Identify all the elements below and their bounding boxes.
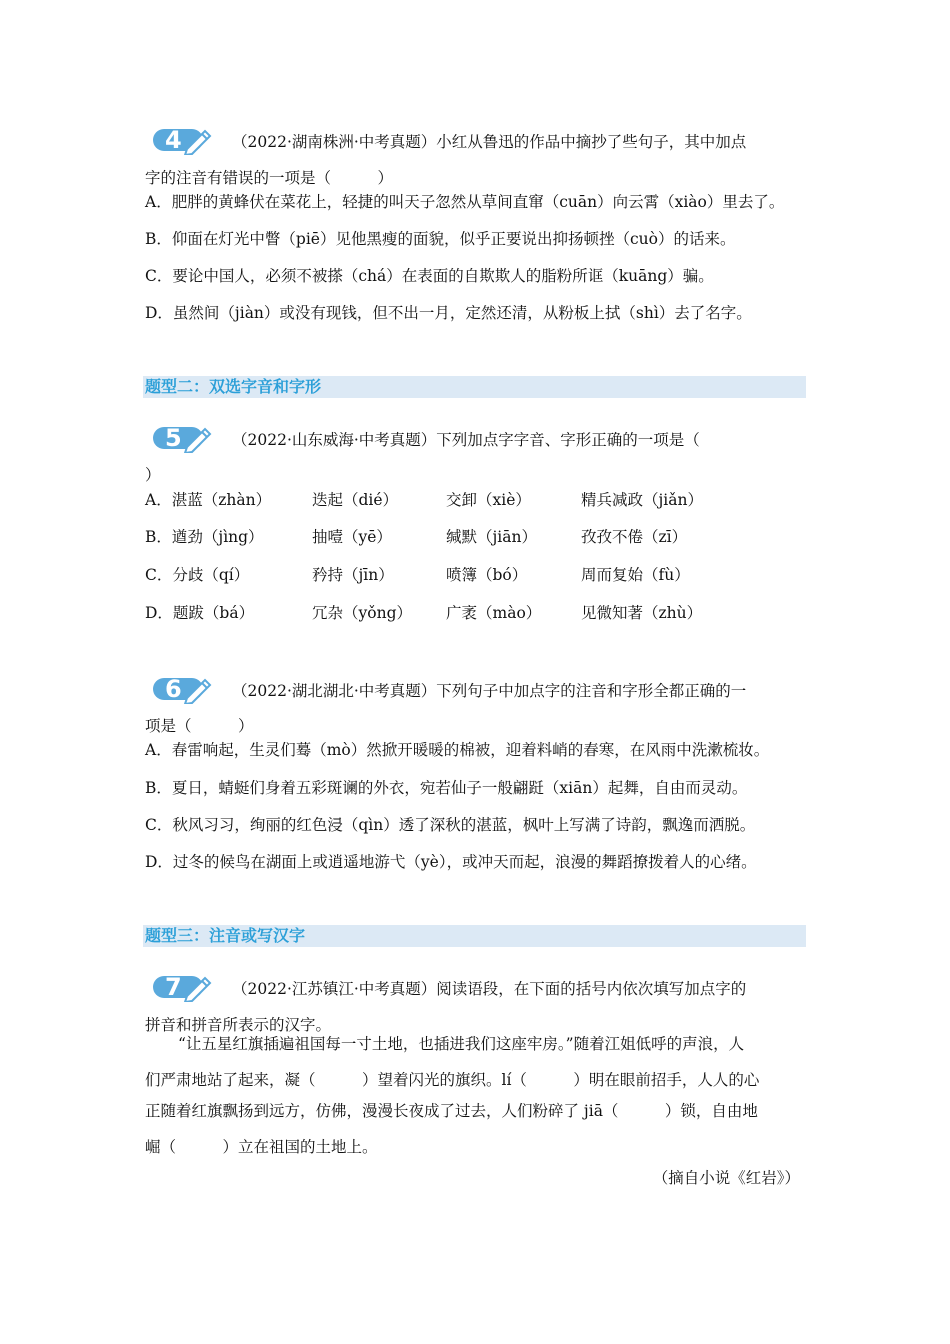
question-number: 7 — [165, 973, 182, 1001]
question-number-badge — [153, 423, 215, 453]
option-d-item-2: 冗杂（yǒng） — [312, 604, 412, 622]
option-b-item-4: 孜孜不倦（zī） — [581, 528, 688, 546]
question-number-badge — [153, 125, 215, 155]
pencil-icon — [181, 423, 215, 453]
source-citation: （摘自小说《红岩》） — [652, 1169, 800, 1187]
question-stem-continued: 字的注音有错误的一项是（ ） — [145, 169, 394, 187]
option-a-item-2: 迭起（dié） — [312, 491, 399, 509]
option-b: B．仰面在灯光中瞥（piē）见他黑瘦的面貌，似乎正要说出抑扬顿挫（cuò）的话来。 — [145, 230, 736, 248]
passage-line: 们严肃地站了起来，凝（ ）望着闪光的旗织。lí（ ）明在眼前招手，人人的心 — [145, 1071, 760, 1089]
option-b: B．夏日，蜻蜓们身着五彩斑谰的外衣，宛若仙子一般翩跹（xiān）起舞，自由而灵动。 — [145, 779, 748, 797]
question-stem: （2022·山东威海·中考真题）下列加点字字音、字形正确的一项是（ — [232, 431, 700, 449]
option-b-item-3: 缄默（jiān） — [446, 528, 537, 546]
question-number-badge — [153, 972, 215, 1002]
section-header — [143, 376, 806, 398]
question-number: 4 — [165, 126, 182, 154]
option-b-item-2: 抽噎（yē） — [312, 528, 392, 546]
question-stem-continued: 拼音和拼音所表示的汉字。 — [145, 1016, 332, 1034]
option-a-item-4: 精兵减政（jiǎn） — [581, 491, 703, 509]
pencil-icon — [181, 125, 215, 155]
option-c-item-4: 周而复始（fù） — [581, 566, 690, 584]
question-stem: （2022·湖北湖北·中考真题）下列句子中加点字的注音和字形全都正确的一 — [232, 682, 747, 700]
pencil-icon — [181, 674, 215, 704]
section-header — [143, 925, 806, 947]
option-c-item-3: 喷簿（bó） — [446, 566, 528, 584]
option-a: A．春雷响起，生灵们蓦（mò）然掀开暖暖的棉被，迎着料峭的春寒，在风雨中洗漱梳妆。 — [145, 741, 770, 759]
option-d: D．过冬的候鸟在湖面上或逍遥地游弋（yè），或冲天而起，浪漫的舞蹈撩拨着人的心绪。 — [145, 853, 757, 871]
question-stem: （2022·湖南株洲·中考真题）小红从鲁迅的作品中摘抄了些句子，其中加点 — [232, 133, 747, 151]
question-stem: （2022·江苏镇江·中考真题）阅读语段，在下面的括号内依次填写加点字的 — [232, 980, 747, 998]
passage-line: “让五星红旗插遍祖国每一寸土地，也插进我们这座牢房。”随着江姐低呼的声浪，人 — [178, 1035, 745, 1053]
option-b-item-1: B．遒劲（jìng） — [145, 528, 264, 546]
option-a-item-1: A．湛蓝（zhàn） — [145, 491, 272, 509]
question-number: 6 — [165, 675, 182, 703]
option-a: A．肥胖的黄蜂伏在菜花上，轻捷的叫天子忽然从草间直窜（cuān）向云霄（xiào）里去了。 — [145, 193, 785, 211]
option-c-item-2: 矜持（jīn） — [312, 566, 394, 584]
section-title: 题型三：注音或写汉字 — [145, 926, 306, 945]
option-d: D．虽然间（jiàn）或没有现钱，但不出一月，定然还清，从粉板上拭（shì）去了名字。 — [145, 304, 752, 322]
option-d-item-3: 广袤（mào） — [446, 604, 542, 622]
question-stem-continued: 项是（ ） — [145, 717, 254, 735]
option-d-item-4: 见微知著（zhù） — [581, 604, 703, 622]
option-a-item-3: 交卸（xiè） — [446, 491, 531, 509]
section-title: 题型二：双选字音和字形 — [145, 377, 322, 396]
question-number-badge — [153, 674, 215, 704]
passage-line: 崛（ ）立在祖国的土地上。 — [145, 1138, 378, 1156]
option-d-item-1: D．题跋（bá） — [145, 604, 255, 622]
question-number: 5 — [165, 424, 182, 452]
option-c: C．秋风习习，绚丽的红色浸（qìn）透了深秋的湛蓝，枫叶上写满了诗韵，飘逸而洒脱。 — [145, 816, 756, 834]
option-c: C．要论中国人，必须不被搽（chá）在表面的自欺欺人的脂粉所诓（kuāng）骗。 — [145, 267, 714, 285]
passage-line: 正随着红旗飘扬到远方，仿佛，漫漫长夜成了过去，人们粉碎了 jiā（ ）锁，自由地 — [145, 1102, 758, 1120]
option-c-item-1: C．分歧（qí） — [145, 566, 250, 584]
question-stem-continued: ） — [145, 466, 161, 484]
pencil-icon — [181, 972, 215, 1002]
